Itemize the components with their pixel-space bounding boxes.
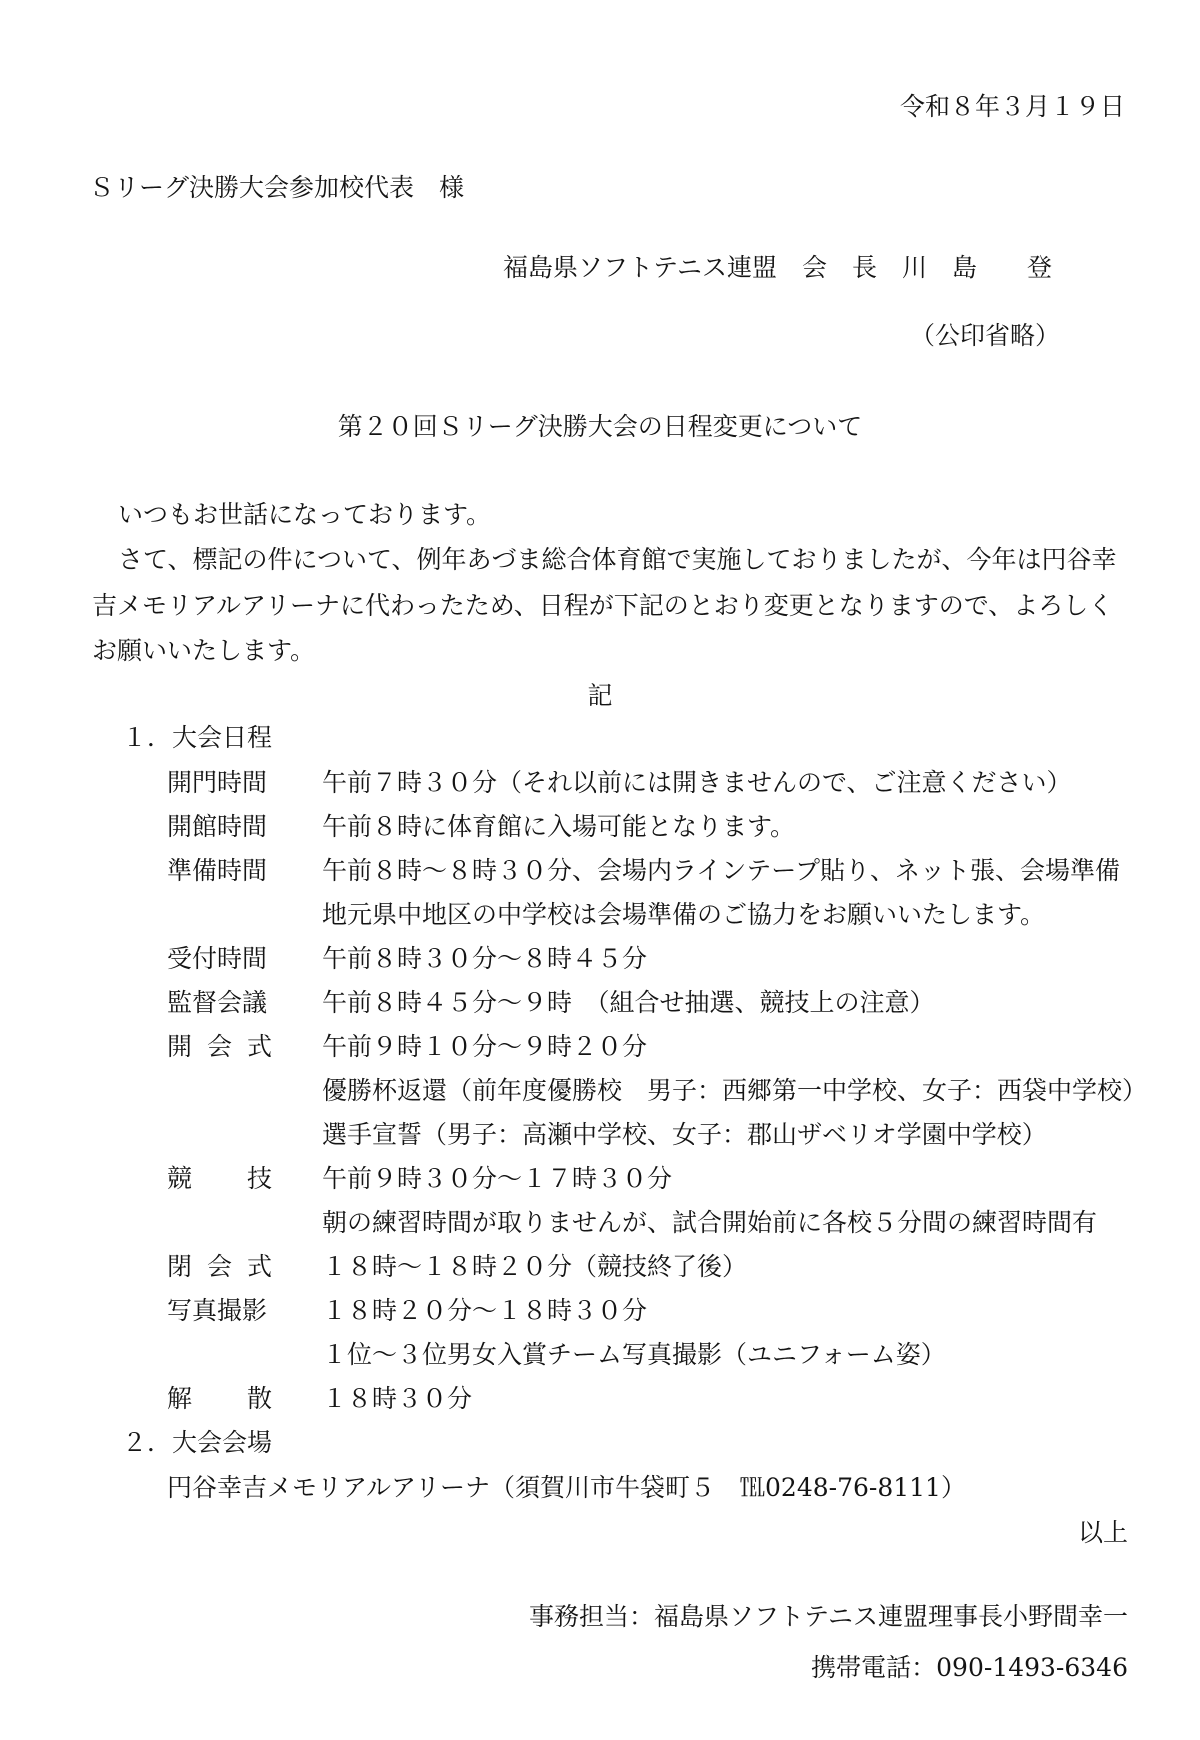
- paragraph-line-3: お願いいたします。: [92, 636, 316, 665]
- document-date: 令和８年３月１９日: [899, 92, 1125, 121]
- schedule-value: 地元県中地区の中学校は会場準備のご協力をお願いいたします。: [322, 900, 1046, 929]
- schedule-label: 受付時間: [167, 944, 268, 973]
- schedule-value: 午前８時４５分～９時 （組合せ抽選、競技上の注意）: [322, 988, 935, 1017]
- schedule-label: 準備時間: [167, 856, 268, 885]
- greeting: いつもお世話になっております。: [118, 500, 492, 529]
- schedule-value: １８時２０分～１８時３０分: [322, 1296, 648, 1325]
- schedule-label: 監督会議: [167, 988, 268, 1017]
- schedule-value: 優勝杯返還（前年度優勝校 男子：西郷第一中学校、女子：西袋中学校）: [322, 1076, 1148, 1105]
- ki-heading: 記: [587, 681, 613, 710]
- schedule-value: １８時～１８時２０分（競技終了後）: [322, 1252, 748, 1281]
- schedule-value: 午前９時１０分～９時２０分: [322, 1032, 648, 1061]
- contact-person: 事務担当：福島県ソフトテニス連盟理事長小野間幸一: [528, 1602, 1128, 1631]
- contact-phone: 携帯電話：090-1493-6346: [811, 1653, 1128, 1682]
- schedule-label: 開門時間: [167, 768, 268, 797]
- schedule-label: 解 散: [167, 1384, 272, 1413]
- sender: 福島県ソフトテニス連盟 会 長 川 島 登: [503, 253, 1053, 282]
- closing-mark: 以上: [1077, 1518, 1128, 1547]
- schedule-value: 午前８時に体育館に入場可能となります。: [322, 812, 796, 841]
- venue: 円谷幸吉メモリアルアリーナ（須賀川市牛袋町５ ℡0248-76-8111）: [167, 1473, 966, 1502]
- schedule-label: 開館時間: [167, 812, 268, 841]
- section-2-heading: ２．大会会場: [122, 1428, 273, 1457]
- schedule-value: 午前８時～８時３０分、会場内ラインテープ貼り、ネット張、会場準備: [322, 856, 1121, 885]
- schedule-label: 競 技: [167, 1164, 272, 1193]
- addressee: Ｓリーグ決勝大会参加校代表 様: [89, 173, 465, 202]
- section-1-heading: １．大会日程: [122, 723, 273, 752]
- schedule-value: 午前７時３０分（それ以前には開きませんので、ご注意ください）: [322, 768, 1072, 797]
- paragraph-line-2: 吉メモリアルアリーナに代わったため、日程が下記のとおり変更となりますので、よろしく: [92, 591, 1114, 620]
- schedule-value: １位～３位男女入賞チーム写真撮影（ユニフォーム姿）: [322, 1340, 946, 1369]
- seal-note: （公印省略）: [909, 321, 1060, 350]
- schedule-label: 閉 会 式: [167, 1252, 272, 1281]
- paragraph-line-1: さて、標記の件について、例年あづま総合体育館で実施しておりましたが、今年は円谷幸: [118, 545, 1117, 574]
- schedule-value: 午前８時３０分～８時４５分: [322, 944, 648, 973]
- schedule-value: 午前９時３０分～１７時３０分: [322, 1164, 673, 1193]
- schedule-label: 開 会 式: [167, 1032, 272, 1061]
- schedule-label: 写真撮影: [167, 1296, 268, 1325]
- schedule-value: １８時３０分: [322, 1384, 473, 1413]
- schedule-value: 選手宣誓（男子：高瀬中学校、女子：郡山ザベリオ学園中学校）: [322, 1120, 1047, 1149]
- schedule-value: 朝の練習時間が取りませんが、試合開始前に各校５分間の練習時間有: [322, 1208, 1098, 1237]
- document-title: 第２０回Ｓリーグ決勝大会の日程変更について: [337, 412, 863, 441]
